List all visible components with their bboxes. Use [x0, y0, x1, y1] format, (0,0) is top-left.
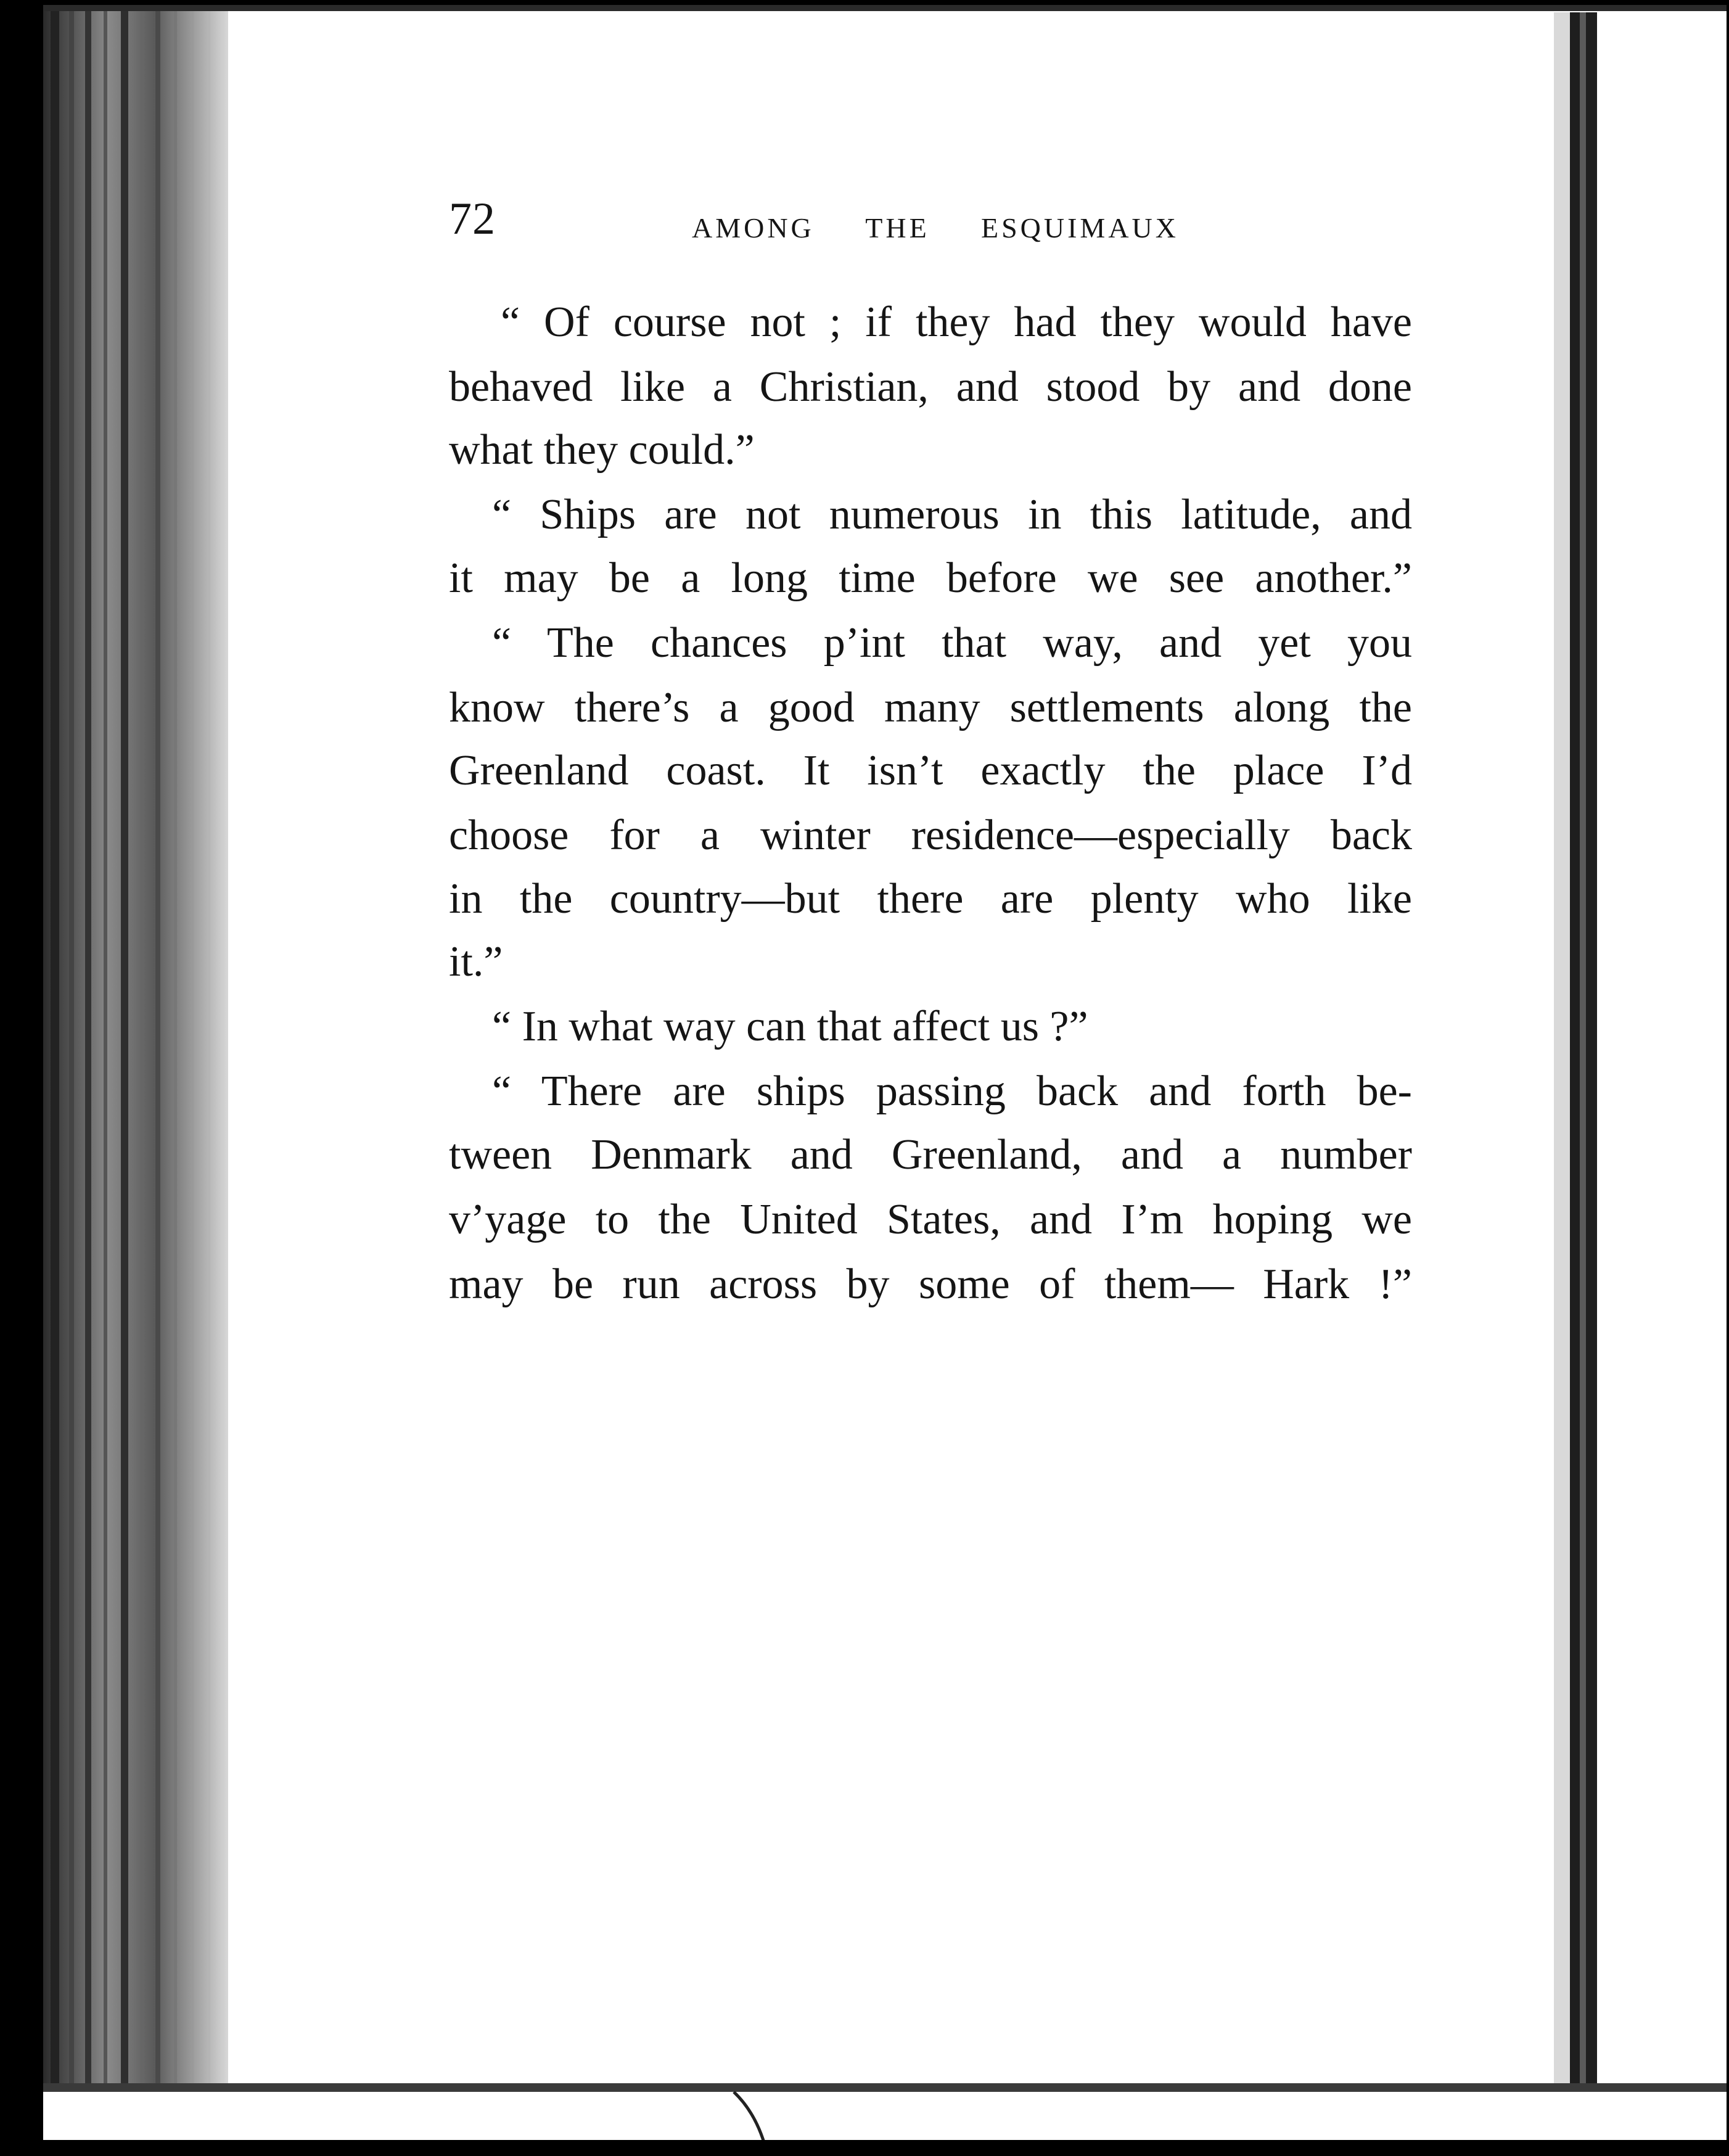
- text-line: Greenland coast. It isn’t exactly the place I’d: [449, 747, 1412, 794]
- text-line: in the country—but there are plenty who like: [449, 875, 1412, 923]
- text-line: it may be a long time before we see another.”: [449, 554, 1412, 602]
- text-line: choose for a winter residence—especially back: [449, 812, 1412, 859]
- text-line: “ In what way can that affect us ?”: [492, 1003, 1088, 1050]
- text-line: “ Ships are not numerous in this latitude, and: [492, 491, 1412, 538]
- text-line: tween Denmark and Greenland, and a number: [449, 1131, 1412, 1179]
- text-line: “ Of course not ; if they had they would have: [501, 298, 1412, 346]
- text-line: know there’s a good many settlements along the: [449, 684, 1412, 731]
- text-line: what they could.”: [449, 426, 755, 474]
- text-line: behaved like a Christian, and stood by and done: [449, 363, 1412, 411]
- text-line: “ There are ships passing back and forth be-: [492, 1068, 1412, 1115]
- text-line: v’yage to the United States, and I’m hoping we: [449, 1196, 1412, 1243]
- text-line: “ The chances p’int that way, and yet you: [492, 619, 1412, 667]
- running-head: AMONG THE ESQUIMAUX: [692, 212, 1179, 244]
- page-number: 72: [449, 194, 496, 244]
- text-line: may be run across by some of them— Hark !”: [449, 1261, 1412, 1308]
- text-line: it.”: [449, 938, 503, 985]
